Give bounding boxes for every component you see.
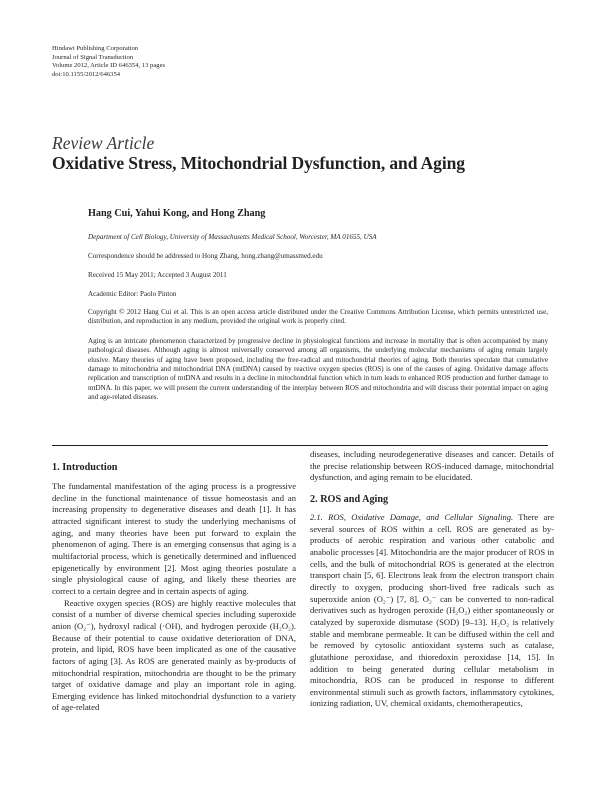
journal-name: Journal of Signal Transduction (52, 53, 134, 61)
publisher-name: Hindawi Publishing Corporation (52, 45, 139, 52)
copyright-notice: Copyright © 2012 Hang Cui et al. This is an open access article distributed under the Creative Commons Attribution License, which permits unrestricted use, distribution, and reproduction in any medium, provided the original work is properly cited. (88, 308, 548, 326)
section-heading-ros-aging: 2. ROS and Aging (310, 493, 389, 505)
paragraph: diseases, including neurodegenerative diseases and cancer. Details of the precise relationship between ROS-induced damage, mitochondrial dysfunction, and aging remain to be elucidated. (310, 449, 554, 483)
paragraph: The fundamental manifestation of the aging process is a progressive decline in the functional maintenance of tissue homeostasis and an increasing propensity to degenerative diseases and death [1]. It has attracted significant interest to study the underlying mechanisms of aging, and many theories have been put forward to explain the phenomenon of aging. There is an emerging consensus that aging is a multifactorial process, which is genetically determined and influenced epigenetically by environment [2]. Most aging theories postulate a single physiological cause of aging, and likely these theories are correct to a certain degree and in certain aspects of aging. (52, 481, 296, 596)
paragraph (310, 512, 554, 710)
abstract: Aging is an intricate phenomenon characterized by progressive decline in physiological functions and increase in mortality that is often accompanied by many pathological diseases. Although aging is almost universally conserved among all organisms, the underlying molecular mechanisms of aging remain largely elusive. Many theories of aging have been proposed, including the free-radical and mitochondrial theories of aging. Both theories speculate that cumulative damage to mitochondria and mitochondrial DNA (mtDNA) caused by reactive oxygen species (ROS) is one of the causes of aging. Oxidative damage affects replication and transcription of mtDNA and results in a decline in mitochondrial function which in turn leads to enhanced ROS production and further damage to mtDNA. In this paper, we will present the current understanding of the interplay between ROS and mitochondria and will discuss their potential impact on aging and age-related diseases. (88, 337, 548, 402)
left-column (52, 449, 296, 714)
volume-info: Volume 2012, Article ID 646354, 13 pages (52, 62, 166, 70)
section-heading-introduction: 1. Introduction (52, 462, 118, 473)
paragraph: Reactive oxygen species (ROS) are highly reactive molecules that consist of a number of diverse chemical species including superoxide anion (O₂⁻), hydroxyl radical (·OH), and hydrogen peroxide (H₂O₂). Because of their potential to cause oxidative deterioration of DNA, protein, and lipid, ROS have been implicated as one of the causative factors of aging [3]. As ROS are generated mainly as by-products of mitochondrial respiration, mitochondria are thought to be the primary target of oxidative damage and play an important role in aging. Emerging evidence has linked mitochondrial dysfunction to a variety of age-related (52, 597, 296, 713)
article-type: Review Article (52, 133, 155, 153)
received-accepted-dates: Received 15 May 2011; Accepted 3 August 2011 (88, 271, 227, 279)
paragraph-text: There are several sources of ROS within a cell. ROS are generated as by-products of aerobic respiration and various other catabolic and anabolic processes [4]. Mitochondria are the major producer of ROS in cells, and the bulk of mitochondrial ROS is generated at the electron transport chain [5, 6]. Electrons leak from the electron transport chain directly to oxygen, producing short-lived free radicals such as superoxide anion (O₂⁻) [7, 8]. O₂⁻ can be converted to non-radical derivatives such as hydrogen peroxide (H₂O₂) either spontaneously or catalyzed by superoxide dismutase (SOD) [9–13]. H₂O₂ is relatively stable and membrane permeable. It can be diffused within the cell and be removed by cytosolic antioxidant systems such as catalase, glutathione peroxidase, and thioredoxin peroxidase [14, 15]. In addition to being generated during cellular metabolism in mitochondria, ROS can be produced in response to different environmental stimuli such as growth factors, inflammatory cytokines, ionizing radiation, UV, chemical oxidants, chemotherapeutics, (310, 511, 554, 709)
publication-info (52, 45, 165, 79)
author-list: Hang Cui, Yahui Kong, and Hong Zhang (88, 208, 266, 219)
academic-editor: Academic Editor: Paolo Pinton (88, 290, 177, 298)
right-column (310, 449, 554, 710)
correspondence: Correspondence should be addressed to Hong Zhang, hong.zhang@umassmed.edu (88, 252, 323, 260)
affiliation: Department of Cell Biology, University of Massachusetts Medical School, Worcester, MA 01655, USA (88, 233, 377, 241)
subsection-heading: 2.1. ROS, Oxidative Damage, and Cellular Signaling. (310, 511, 514, 522)
section-divider (52, 445, 548, 446)
doi: doi:10.1155/2012/646354 (52, 70, 121, 78)
article-title: Oxidative Stress, Mitochondrial Dysfunction, and Aging (52, 153, 465, 173)
